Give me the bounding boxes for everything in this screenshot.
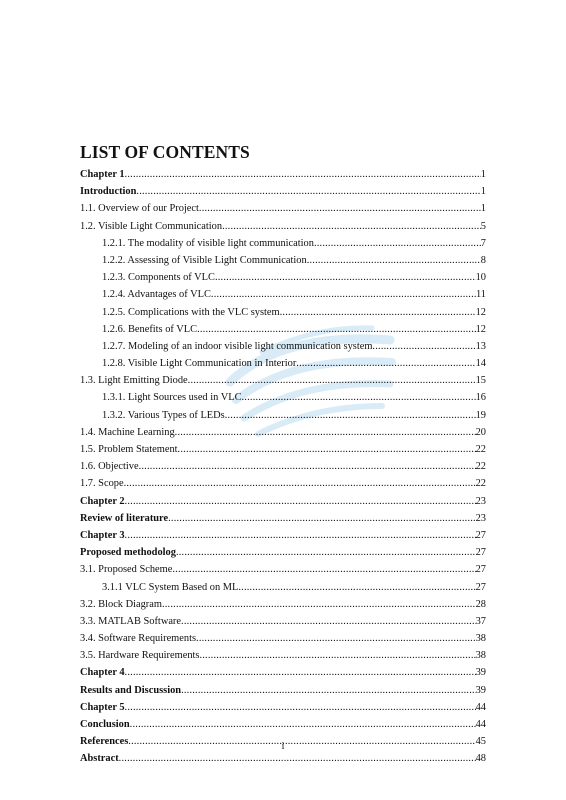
toc-entry-page: 27: [475, 581, 486, 593]
toc-leader-dots: [176, 544, 476, 561]
toc-entry-page: 1: [480, 169, 486, 180]
toc-entry-label: 3.3. MATLAB Software: [80, 615, 182, 627]
toc-entry-label: 3.4. Software Requirements: [80, 633, 197, 645]
page-title: LIST OF CONTENTS: [80, 142, 250, 162]
toc-entry-label: Chapter 4: [80, 667, 125, 679]
toc-leader-dots: [124, 475, 476, 492]
toc-entry[interactable]: [80, 475, 486, 492]
toc-leader-dots: [314, 235, 481, 252]
toc-entry[interactable]: [80, 304, 486, 321]
toc-entry-page: 44: [475, 701, 486, 713]
toc-entry[interactable]: [80, 699, 486, 716]
toc-leader-dots: [162, 596, 476, 613]
toc-entry-page: 37: [475, 615, 486, 627]
toc-entry-page: 19: [475, 409, 486, 421]
toc-entry-page: 22: [475, 461, 486, 473]
toc-entry[interactable]: [80, 269, 486, 286]
toc-entry-label: 1.2.5. Complications with the VLC system: [102, 306, 280, 318]
toc-entry-page: 1: [480, 186, 486, 198]
toc-entry-label: 1.2.8. Visible Light Communication in Interior: [102, 358, 297, 370]
toc-entry[interactable]: [80, 527, 486, 544]
toc-entry-page: 38: [475, 633, 486, 645]
toc-entry[interactable]: [80, 458, 486, 475]
toc-entry-label: 1.2.3. Components of VLC: [102, 272, 215, 284]
toc-entry[interactable]: [80, 716, 486, 733]
toc-entry-page: 23: [475, 512, 486, 524]
toc-entry-label: 1.2.4. Advantages of VLC: [102, 289, 211, 301]
toc-entry[interactable]: [80, 218, 486, 235]
toc-leader-dots: [119, 750, 476, 767]
toc-entry-label: Abstract: [80, 753, 119, 765]
toc-entry-page: 48: [475, 753, 486, 765]
toc-entry-label: 1.3.1. Light Sources used in VLC: [102, 392, 242, 404]
toc-leader-dots: [175, 424, 476, 441]
toc-entry[interactable]: [80, 424, 486, 441]
toc-entry-page: 39: [475, 684, 486, 696]
toc-entry-label: 3.5. Hardware Requirements: [80, 650, 200, 662]
toc-entry-label: 1.7. Scope: [80, 478, 124, 490]
toc-entry-page: 1: [480, 203, 486, 215]
toc-entry-page: 12: [475, 306, 486, 318]
toc-entry-label: Introduction: [80, 186, 137, 198]
toc-entry[interactable]: [80, 664, 486, 681]
toc-leader-dots: [125, 699, 476, 716]
toc-entry[interactable]: [80, 200, 486, 217]
toc-entry-label: 3.1. Proposed Scheme: [80, 564, 173, 576]
toc-leader-dots: [215, 269, 476, 286]
toc-entry-label: 1.3.2. Various Types of LEDs: [102, 409, 225, 421]
toc-entry-label: 1.3. Light Emitting Diode: [80, 375, 188, 387]
toc-leader-dots: [181, 682, 476, 699]
toc-leader-dots: [139, 458, 476, 475]
toc-entry-label: Results and Discussion: [80, 684, 182, 696]
toc-entry-page: 15: [475, 375, 486, 387]
toc-entry-label: 3.2. Block Diagram: [80, 598, 162, 610]
toc-leader-dots: [188, 372, 476, 389]
toc-entry-label: 1.6. Objective: [80, 461, 139, 473]
toc-entry[interactable]: [80, 407, 486, 424]
toc-entry-label: Chapter 1: [80, 169, 125, 180]
toc-entry[interactable]: [80, 613, 486, 630]
toc-leader-dots: [178, 441, 476, 458]
toc-entry-page: 14: [475, 358, 486, 370]
toc-entry[interactable]: [80, 166, 486, 183]
toc-leader-dots: [125, 527, 476, 544]
table-of-contents: [80, 166, 486, 768]
toc-entry-page: 5: [480, 220, 486, 232]
toc-entry-page: 23: [475, 495, 486, 507]
toc-entry[interactable]: [80, 596, 486, 613]
toc-leader-dots: [242, 389, 476, 406]
toc-entry-page: 28: [475, 598, 486, 610]
toc-entry-label: 1.4. Machine Learning: [80, 426, 175, 438]
toc-entry-label: Review of literature: [80, 512, 169, 524]
toc-entry[interactable]: [80, 630, 486, 647]
toc-entry-label: 1.2.7. Modeling of an indoor visible light communication system: [102, 340, 373, 352]
toc-entry-label: Chapter 3: [80, 529, 125, 541]
toc-entry[interactable]: [80, 561, 486, 578]
toc-entry-page: 12: [475, 323, 486, 335]
toc-entry[interactable]: [80, 510, 486, 527]
toc-entry-label: 1.5. Problem Statement: [80, 444, 178, 455]
toc-entry-page: 7: [480, 237, 486, 249]
toc-entry-label: Chapter 5: [80, 701, 125, 713]
toc-entry-label: Chapter 2: [80, 495, 125, 507]
toc-leader-dots: [199, 200, 481, 217]
toc-entry[interactable]: [80, 389, 486, 406]
toc-entry[interactable]: [80, 493, 486, 510]
toc-entry-page: 16: [475, 392, 486, 404]
toc-leader-dots: [222, 218, 481, 235]
toc-entry-page: 27: [475, 547, 486, 559]
toc-leader-dots: [372, 338, 475, 355]
toc-entry[interactable]: [80, 579, 486, 596]
toc-entry[interactable]: [80, 183, 486, 200]
toc-entry[interactable]: [80, 355, 486, 372]
toc-entry-page: 20: [475, 426, 486, 438]
toc-entry-label: 3.1.1 VLC System Based on ML: [102, 581, 239, 593]
toc-leader-dots: [125, 664, 476, 681]
toc-entry-page: 8: [480, 254, 486, 266]
toc-entry[interactable]: [80, 750, 486, 767]
toc-entry-page: 22: [475, 478, 486, 490]
toc-leader-dots: [307, 252, 481, 269]
toc-leader-dots: [225, 407, 476, 424]
toc-leader-dots: [125, 493, 476, 510]
toc-entry[interactable]: [80, 321, 486, 338]
toc-entry[interactable]: [80, 682, 486, 699]
toc-entry-label: References: [80, 736, 129, 748]
toc-entry-label: 1.2.1. The modality of visible light communication: [102, 237, 314, 249]
toc-entry-label: 1.1. Overview of our Project: [80, 203, 199, 215]
toc-entry[interactable]: [80, 235, 486, 252]
toc-leader-dots: [181, 613, 476, 630]
toc-entry-page: 27: [475, 529, 486, 541]
toc-entry[interactable]: [80, 252, 486, 269]
toc-entry-page: 45: [475, 736, 486, 748]
toc-entry[interactable]: [80, 286, 486, 303]
toc-entry[interactable]: [80, 338, 486, 355]
toc-entry-page: 39: [475, 667, 486, 679]
toc-entry-label: 1.2.6. Benefits of VLC: [102, 323, 198, 335]
toc-leader-dots: [197, 321, 476, 338]
toc-leader-dots: [172, 561, 475, 578]
toc-entry[interactable]: [80, 544, 486, 561]
toc-leader-dots: [296, 355, 475, 372]
toc-entry-page: 22: [475, 444, 486, 455]
toc-entry-page: 44: [475, 719, 486, 730]
page-number: i: [281, 741, 285, 752]
toc-entry-label: Proposed methodolog: [80, 547, 176, 559]
toc-entry-page: 27: [475, 564, 486, 576]
toc-entry-page: 10: [475, 272, 486, 284]
toc-entry-label: 1.2. Visible Light Communication: [80, 220, 223, 232]
toc-leader-dots: [125, 166, 481, 183]
toc-leader-dots: [199, 647, 475, 664]
toc-entry-label: 1.2.2. Assessing of Visible Light Communication: [102, 254, 307, 266]
toc-entry[interactable]: [80, 647, 486, 664]
toc-leader-dots: [196, 630, 476, 647]
toc-leader-dots: [168, 510, 476, 527]
toc-leader-dots: [130, 716, 476, 733]
toc-leader-dots: [280, 304, 476, 321]
toc-entry-page: 11: [475, 289, 486, 301]
toc-leader-dots: [211, 286, 476, 303]
toc-leader-dots: [136, 183, 480, 200]
toc-entry-label: Conclusion: [80, 719, 130, 730]
toc-entry[interactable]: [80, 441, 486, 458]
toc-entry[interactable]: [80, 372, 486, 389]
toc-entry-page: 13: [475, 340, 486, 352]
toc-entry-page: 38: [475, 650, 486, 662]
toc-leader-dots: [238, 579, 475, 596]
